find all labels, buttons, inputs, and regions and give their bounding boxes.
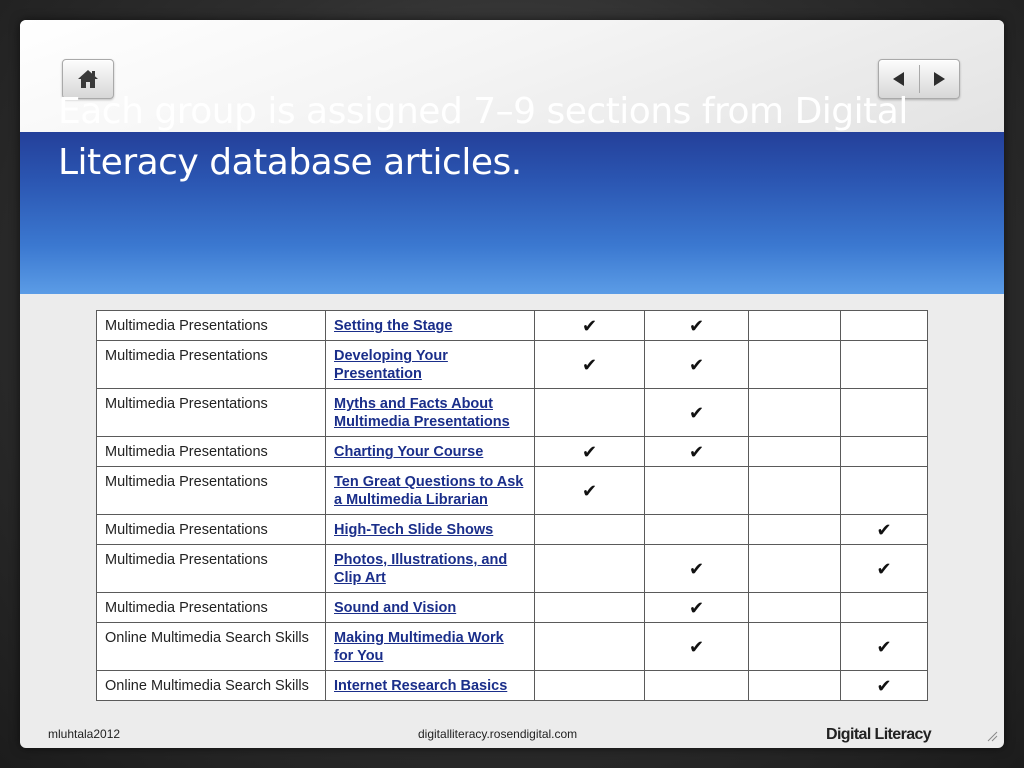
empty-cell bbox=[645, 467, 749, 515]
empty-cell bbox=[535, 515, 645, 545]
table-row bbox=[97, 389, 928, 437]
topic-cell: Multimedia Presentations bbox=[97, 467, 326, 515]
article-cell bbox=[326, 515, 535, 545]
empty-cell bbox=[841, 341, 928, 389]
table-row bbox=[97, 515, 928, 545]
slide-title bbox=[58, 86, 958, 188]
checkmark-cell: ✔ bbox=[535, 437, 645, 467]
article-link[interactable]: High-Tech Slide Shows bbox=[334, 522, 494, 538]
empty-cell bbox=[749, 389, 841, 437]
checkmark-cell: ✔ bbox=[645, 593, 749, 623]
table-row bbox=[97, 467, 928, 515]
empty-cell bbox=[535, 545, 645, 593]
checkmark-cell: ✔ bbox=[535, 467, 645, 515]
checkmark-cell: ✔ bbox=[645, 545, 749, 593]
topic-cell: Multimedia Presentations bbox=[97, 545, 326, 593]
slide-title-line: Literacy database articles. bbox=[58, 142, 522, 183]
empty-cell bbox=[749, 311, 841, 341]
empty-cell bbox=[749, 623, 841, 671]
article-cell bbox=[326, 467, 535, 515]
checkmark-cell: ✔ bbox=[645, 389, 749, 437]
empty-cell bbox=[841, 437, 928, 467]
topic-cell: Multimedia Presentations bbox=[97, 311, 326, 341]
article-cell bbox=[326, 341, 535, 389]
checkmark-cell: ✔ bbox=[645, 437, 749, 467]
empty-cell bbox=[841, 311, 928, 341]
empty-cell bbox=[749, 593, 841, 623]
topic-cell: Online Multimedia Search Skills bbox=[97, 623, 326, 671]
empty-cell bbox=[535, 389, 645, 437]
topic-cell: Multimedia Presentations bbox=[97, 437, 326, 467]
topic-cell: Multimedia Presentations bbox=[97, 593, 326, 623]
footer-author: mluhtala2012 bbox=[48, 727, 121, 741]
checkmark-cell: ✔ bbox=[841, 623, 928, 671]
article-cell bbox=[326, 389, 535, 437]
article-cell bbox=[326, 671, 535, 701]
empty-cell bbox=[535, 671, 645, 701]
table-row bbox=[97, 623, 928, 671]
checkmark-cell: ✔ bbox=[645, 341, 749, 389]
article-link[interactable]: Setting the Stage bbox=[334, 318, 453, 334]
empty-cell bbox=[535, 623, 645, 671]
article-cell bbox=[326, 437, 535, 467]
checkmark-cell: ✔ bbox=[535, 311, 645, 341]
checkmark-cell: ✔ bbox=[535, 341, 645, 389]
empty-cell bbox=[645, 515, 749, 545]
table-row bbox=[97, 671, 928, 701]
empty-cell bbox=[749, 437, 841, 467]
empty-cell bbox=[749, 671, 841, 701]
empty-cell bbox=[749, 467, 841, 515]
resize-grip-icon bbox=[986, 730, 998, 742]
empty-cell bbox=[535, 593, 645, 623]
empty-cell bbox=[841, 467, 928, 515]
articles-table-body bbox=[97, 311, 928, 701]
article-link[interactable]: Developing Your Presentation bbox=[334, 348, 448, 382]
topic-cell: Online Multimedia Search Skills bbox=[97, 671, 326, 701]
footer-url: digitalliteracy.rosendigital.com bbox=[418, 727, 578, 741]
table-row bbox=[97, 545, 928, 593]
article-link[interactable]: Photos, Illustrations, and Clip Art bbox=[334, 552, 508, 586]
empty-cell bbox=[841, 389, 928, 437]
topic-cell: Multimedia Presentations bbox=[97, 389, 326, 437]
empty-cell bbox=[749, 341, 841, 389]
table-row bbox=[97, 437, 928, 467]
checkmark-cell: ✔ bbox=[841, 515, 928, 545]
table-row bbox=[97, 593, 928, 623]
empty-cell bbox=[749, 515, 841, 545]
article-link[interactable]: Myths and Facts About Multimedia Presentations bbox=[334, 396, 510, 430]
topic-cell: Multimedia Presentations bbox=[97, 341, 326, 389]
checkmark-cell: ✔ bbox=[645, 623, 749, 671]
empty-cell bbox=[841, 593, 928, 623]
checkmark-cell: ✔ bbox=[841, 545, 928, 593]
empty-cell bbox=[749, 545, 841, 593]
articles-table bbox=[96, 310, 928, 701]
article-cell bbox=[326, 311, 535, 341]
table-row bbox=[97, 311, 928, 341]
checkmark-cell: ✔ bbox=[645, 311, 749, 341]
topic-cell: Multimedia Presentations bbox=[97, 515, 326, 545]
article-link[interactable]: Internet Research Basics bbox=[334, 678, 508, 694]
slide bbox=[20, 20, 1004, 748]
brand-logo: Digital Literacy bbox=[826, 726, 932, 743]
slide-title-line: Each group is assigned 7–9 sections from Digital bbox=[58, 91, 908, 132]
article-link[interactable]: Charting Your Course bbox=[334, 444, 484, 460]
article-cell bbox=[326, 623, 535, 671]
article-cell bbox=[326, 593, 535, 623]
article-link[interactable]: Making Multimedia Work for You bbox=[334, 630, 504, 664]
article-link[interactable]: Sound and Vision bbox=[334, 600, 457, 616]
article-cell bbox=[326, 545, 535, 593]
table-row bbox=[97, 341, 928, 389]
article-link[interactable]: Ten Great Questions to Ask a Multimedia Librarian bbox=[334, 474, 524, 508]
empty-cell bbox=[645, 671, 749, 701]
checkmark-cell: ✔ bbox=[841, 671, 928, 701]
